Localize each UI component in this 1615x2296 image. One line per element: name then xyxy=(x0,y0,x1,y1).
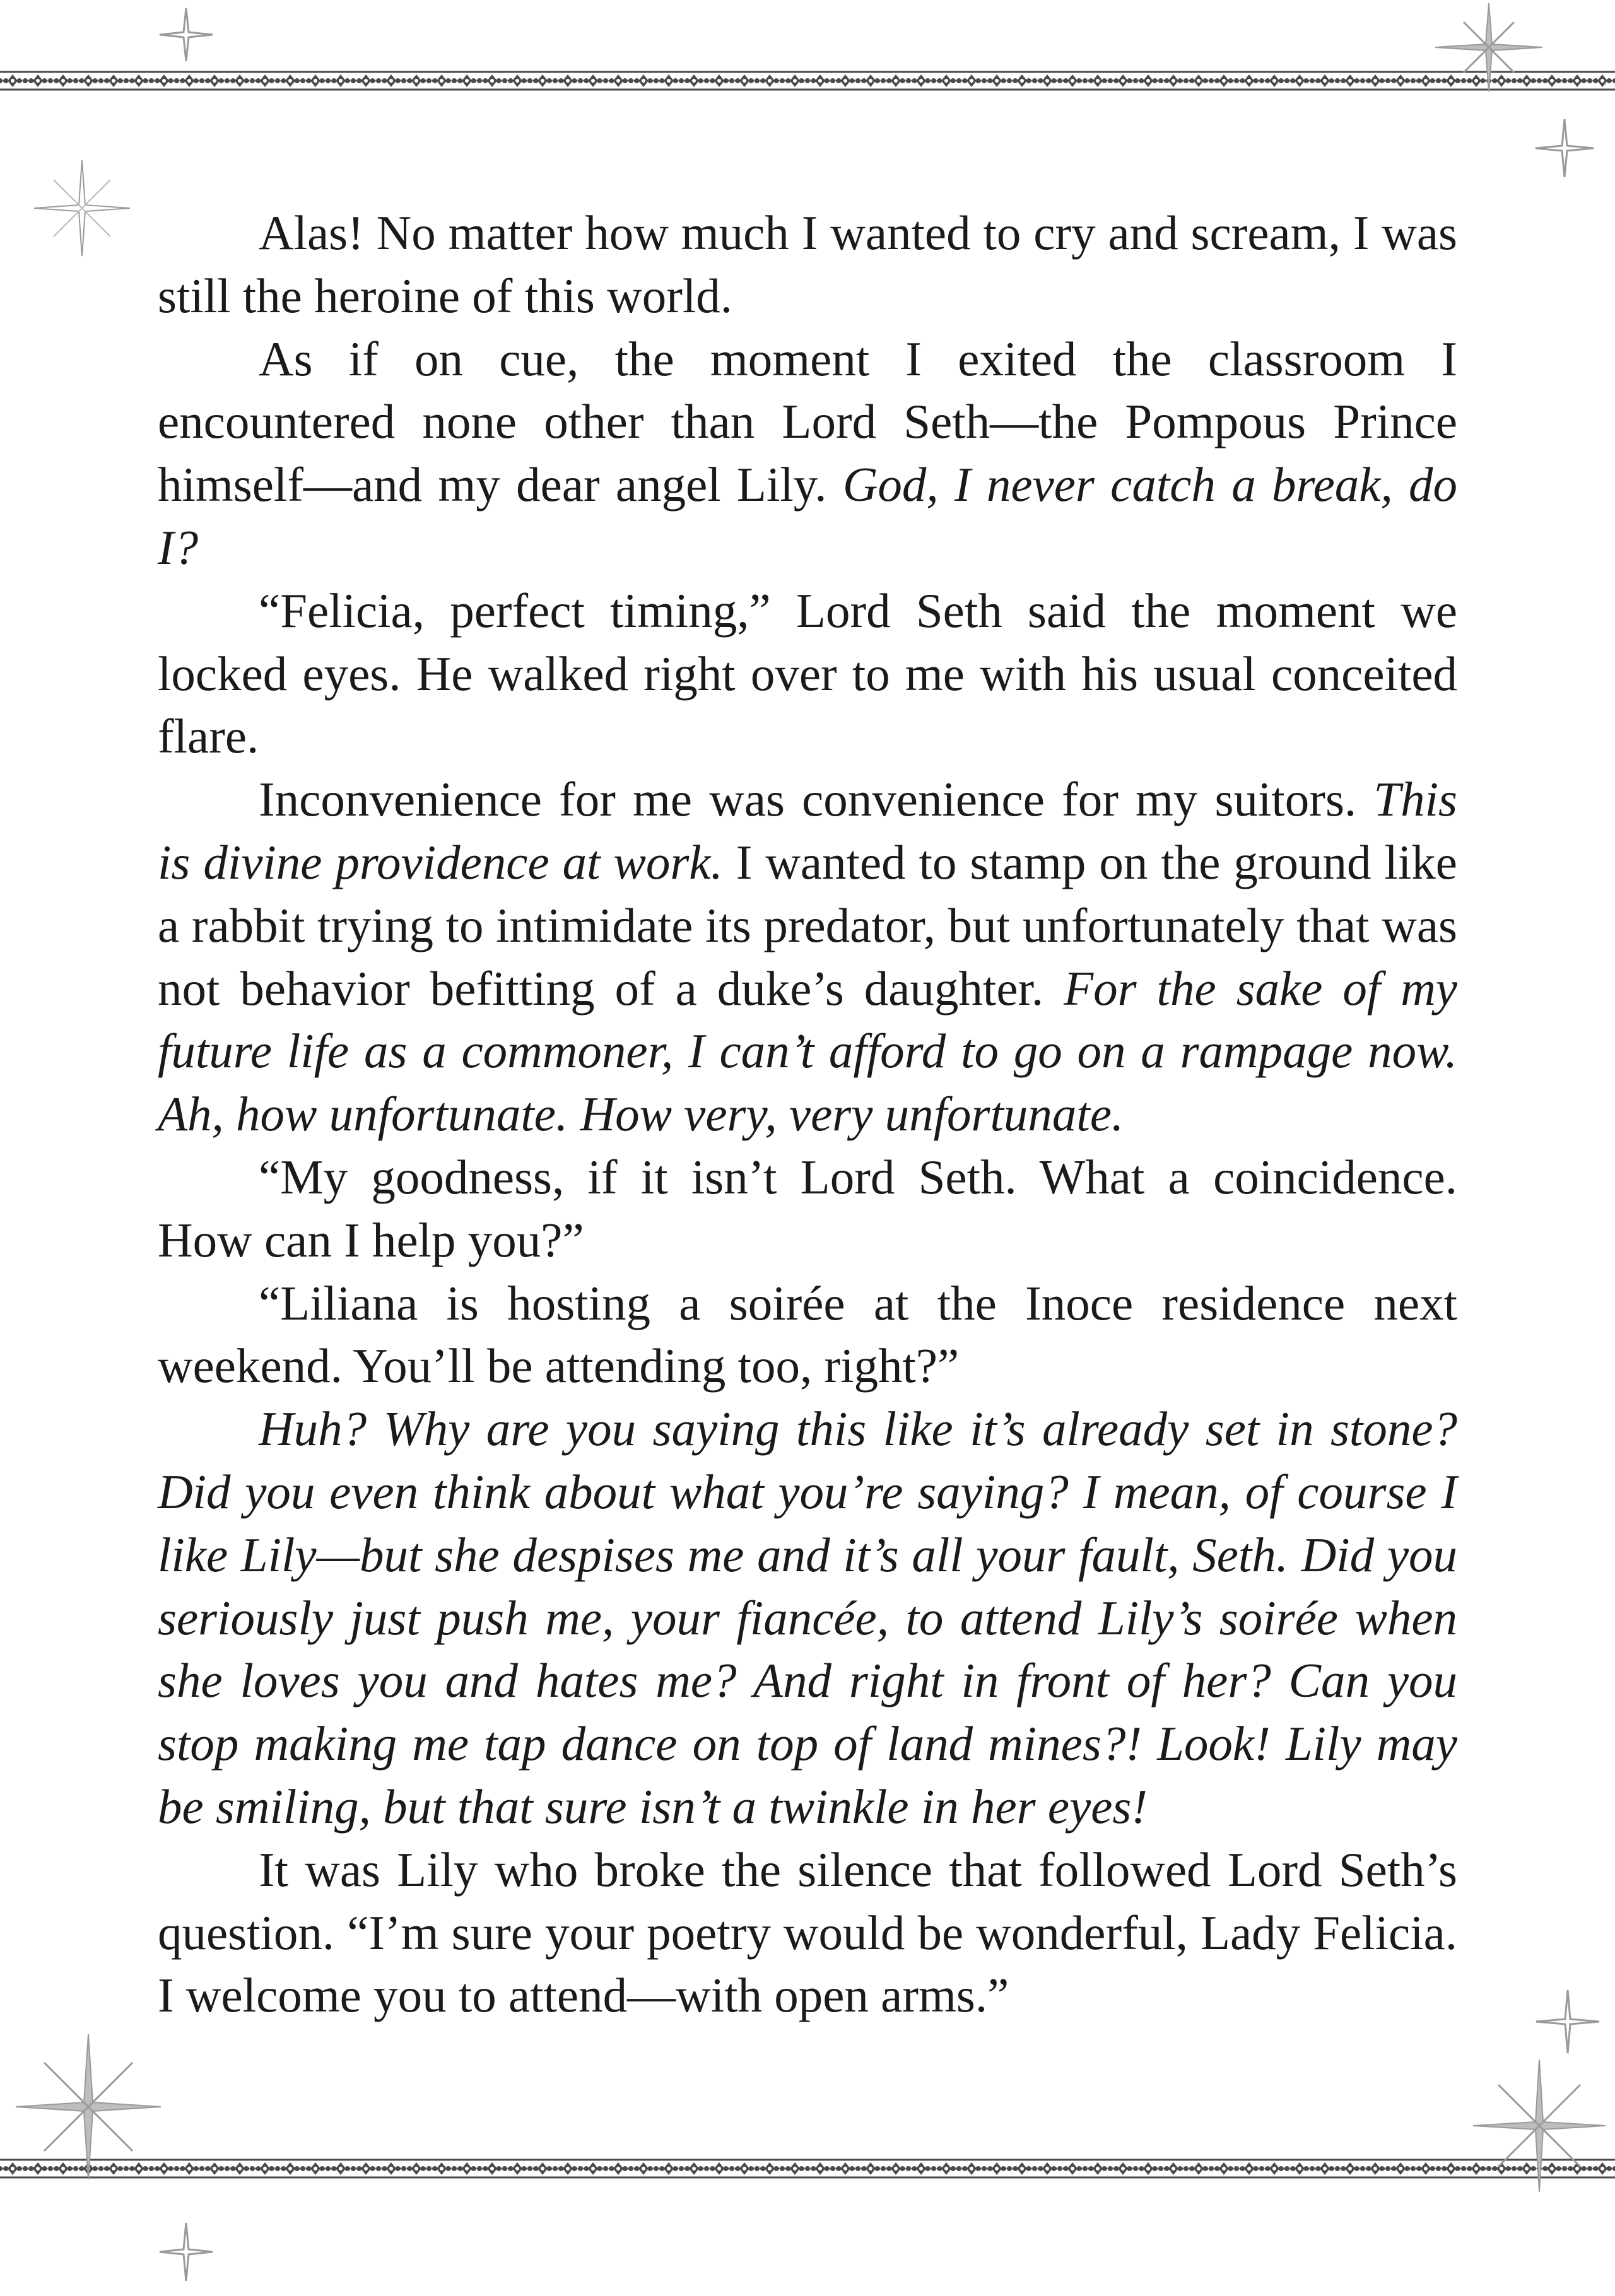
text-segment: It was Lily who broke the silence that followed Lord Seth’s question. “I’m sure your poetry would be wonderful, Lady Felicia. I welcome you to attend—with open arms.” xyxy=(158,1842,1457,2023)
sparkle-icon xyxy=(158,2220,214,2283)
italic-text-segment: This is divine providence at work. xyxy=(158,772,1457,889)
text-segment: “Liliana is hosting a soirée at the Inoce residence next weekend. You’ll be attending too, right?” xyxy=(158,1275,1457,1393)
text-segment: As if on cue, the moment I exited the classroom I encountered none other than Lord Seth—the Pompous Prince himself—and my dear angel Lily. xyxy=(158,331,1457,512)
ornamental-border-icon xyxy=(0,63,1615,98)
text-segment: “Felicia, perfect timing,” Lord Seth said the moment we locked eyes. He walked right over to me with his usual conceited flare. xyxy=(158,583,1457,764)
text-segment: “My goodness, if it isn’t Lord Seth. What a coincidence. How can I help you?” xyxy=(158,1149,1457,1267)
paragraph xyxy=(158,1398,1457,1839)
sparkle-icon xyxy=(1432,0,1546,95)
paragraph xyxy=(158,202,1457,328)
sparkle-icon xyxy=(1470,2056,1609,2195)
sparkle-icon xyxy=(158,6,214,63)
sparkle-icon xyxy=(1533,117,1596,180)
page-body-text xyxy=(158,202,1457,2027)
italic-text-segment: For the sake of my future life as a commoner, I can’t afford to go on a rampage now. Ah, how unfortunate. How very, very unfortunate. xyxy=(158,961,1457,1142)
sparkle-icon xyxy=(13,2031,164,2182)
paragraph xyxy=(158,1272,1457,1398)
paragraph xyxy=(158,768,1457,1146)
paragraph xyxy=(158,1146,1457,1272)
paragraph xyxy=(158,1839,1457,2027)
paragraph xyxy=(158,328,1457,580)
italic-text-segment: God, I never catch a break, do I? xyxy=(158,457,1458,575)
text-segment: I wanted to stamp on the ground like a rabbit trying to intimidate its predator, but unfortunately that was not behavior befitting of a duke’s daughter. xyxy=(158,835,1457,1016)
top-ornamental-border xyxy=(0,63,1615,98)
ornamental-border-icon xyxy=(0,2151,1615,2186)
sparkle-icon xyxy=(1533,1987,1602,2056)
italic-text-segment: Huh? Why are you saying this like it’s already set in stone? Did you even think about what you’re saying? I mean, of course I like Lily—but she despises me and it’s all your fault, Seth. Did you seriously just push me, your fiancée, to attend Lily’s soirée when she loves you and hates me? And right in front of her? Can you stop making me tap dance on top of land mines?! Look! Lily may be smiling, but that sure isn’t a twinkle in her eyes! xyxy=(158,1402,1457,1834)
bottom-ornamental-border xyxy=(0,2151,1615,2186)
paragraph xyxy=(158,580,1457,768)
text-segment: Inconvenience for me was convenience for my suitors. xyxy=(259,772,1374,827)
sparkle-icon xyxy=(32,158,132,259)
text-segment: Alas! No matter how much I wanted to cry and scream, I was still the heroine of this world. xyxy=(158,206,1457,323)
